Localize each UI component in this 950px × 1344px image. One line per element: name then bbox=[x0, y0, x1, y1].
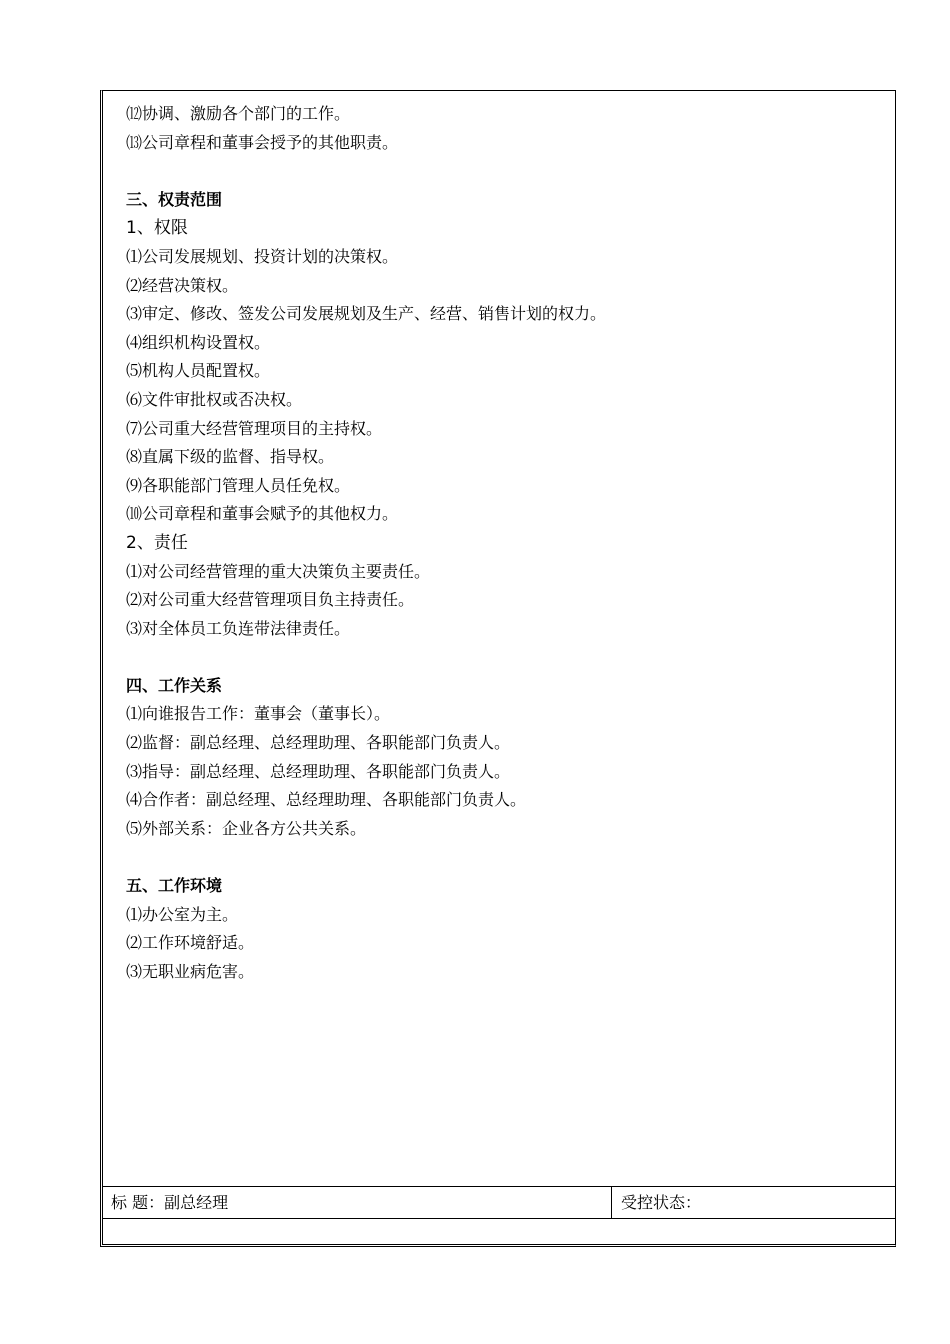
footer-title-cell: 标 题：副总经理 bbox=[111, 1193, 229, 1212]
footer-control-status-cell: 受控状态： bbox=[621, 1193, 702, 1212]
section-heading-authority: 三、权责范围 bbox=[126, 189, 223, 209]
subheading-powers: 1、权限 bbox=[126, 218, 188, 239]
responsibility-item: ⑶对全体员工负连带法律责任。 bbox=[126, 618, 351, 638]
footer-cell-divider bbox=[611, 1187, 612, 1218]
power-item: ⑵经营决策权。 bbox=[126, 275, 239, 295]
responsibility-item: ⑴对公司经营管理的重大决策负主要责任。 bbox=[126, 561, 431, 581]
environment-item: ⑴办公室为主。 bbox=[126, 904, 239, 924]
relation-item: ⑸外部关系：企业各方公共关系。 bbox=[126, 818, 367, 838]
relation-item: ⑵监督：副总经理、总经理助理、各职能部门负责人。 bbox=[126, 733, 511, 753]
power-item: ⑻直属下级的监督、指导权。 bbox=[126, 447, 335, 467]
section-heading-environment: 五、工作环境 bbox=[126, 876, 223, 896]
responsibility-item: ⑵对公司重大经营管理项目负主持责任。 bbox=[126, 590, 415, 610]
power-item: ⑸机构人员配置权。 bbox=[126, 361, 271, 381]
power-item: ⑶审定、修改、签发公司发展规划及生产、经营、销售计划的权力。 bbox=[126, 304, 607, 324]
spacer bbox=[126, 843, 886, 872]
duty-item-12: ⑿协调、激励各个部门的工作。 bbox=[126, 104, 351, 123]
power-item: ⑺公司重大经营管理项目的主持权。 bbox=[126, 418, 383, 438]
section-heading-relations: 四、工作关系 bbox=[126, 675, 223, 695]
power-item: ⑹文件审批权或否决权。 bbox=[126, 389, 303, 409]
spacer bbox=[126, 157, 886, 186]
document-body bbox=[126, 100, 886, 986]
duty-item-13: ⒀公司章程和董事会授予的其他职责。 bbox=[126, 132, 399, 152]
relation-item: ⑷合作者：副总经理、总经理助理、各职能部门负责人。 bbox=[126, 790, 527, 810]
footer-table-row bbox=[102, 1186, 895, 1219]
environment-item: ⑵工作环境舒适。 bbox=[126, 933, 255, 953]
power-item: ⑷组织机构设置权。 bbox=[126, 332, 271, 352]
environment-item: ⑶无职业病危害。 bbox=[126, 961, 255, 981]
spacer bbox=[126, 643, 886, 672]
relation-item: ⑴向谁报告工作：董事会（董事长）。 bbox=[126, 704, 391, 724]
relation-item: ⑶指导：副总经理、总经理助理、各职能部门负责人。 bbox=[126, 761, 511, 781]
power-item: ⑴公司发展规划、投资计划的决策权。 bbox=[126, 246, 399, 266]
power-item: ⑽公司章程和董事会赋予的其他权力。 bbox=[126, 504, 399, 524]
subheading-responsibility: 2、责任 bbox=[126, 532, 188, 553]
power-item: ⑼各职能部门管理人员任免权。 bbox=[126, 475, 351, 495]
